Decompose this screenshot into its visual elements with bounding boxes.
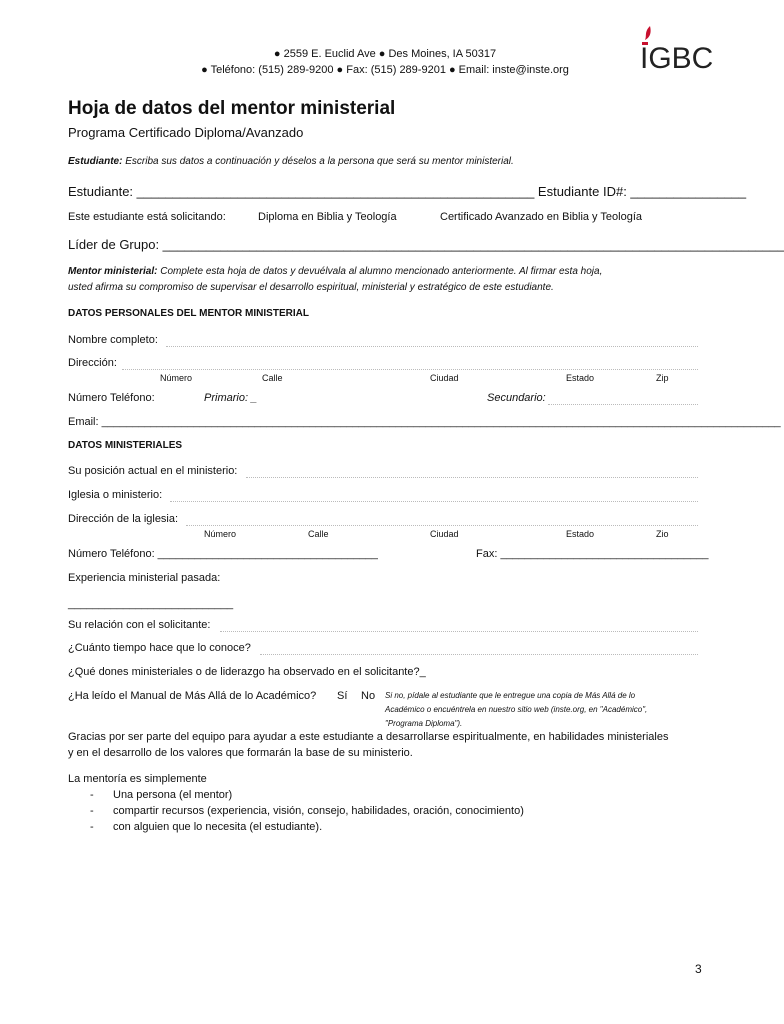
church-input[interactable] (170, 501, 698, 502)
option-certificado[interactable]: Certificado Avanzado en Biblia y Teología (440, 211, 643, 223)
section-personal: DATOS PERSONALES DEL MENTOR MINISTERIAL (68, 308, 309, 319)
addr-numero: Número (160, 373, 193, 383)
mentor-note-label: Mentor ministerial: (68, 266, 158, 277)
manual-note-line2: Académico o encuéntrela en nuestro sitio web (inste.org, en "Académico", (385, 705, 648, 714)
manual-note-line1: Si no, pídale al estudiante que le entregue una copia de Más Allá de lo (385, 691, 636, 700)
page-title: Hoja de datos del mentor ministerial (68, 98, 396, 119)
manual-note-line3: "Programa Diploma"). (385, 719, 463, 728)
phone-label: Número Teléfono: (68, 392, 155, 404)
full-name-label: Nombre completo: (68, 334, 158, 346)
mentoring-bullet: - (90, 805, 94, 817)
primary-phone-field[interactable]: Primario: _ (204, 392, 258, 404)
flame-icon (638, 24, 718, 74)
mentor-note (68, 266, 602, 277)
igbc-logo (638, 24, 718, 74)
relation-input[interactable] (220, 631, 698, 632)
position-label: Su posición actual en el ministerio: (68, 465, 238, 477)
option-diploma[interactable]: Diploma en Biblia y Teología (258, 211, 397, 223)
how-long-input[interactable] (260, 654, 698, 655)
secondary-phone-field[interactable]: Secundario: (487, 392, 546, 404)
church-addr-numero: Número (204, 529, 237, 539)
church-addr-estado: Estado (566, 529, 595, 539)
address-label: Dirección: (68, 357, 117, 369)
addr-zip: Zip (656, 373, 669, 383)
how-long-label: ¿Cuánto tiempo hace que lo conoce? (68, 642, 251, 654)
gifts-field[interactable]: ¿Qué dones ministeriales o de liderazgo ha observado en el solicitante?_ (68, 666, 426, 678)
header-address: ● 2559 E. Euclid Ave ● Des Moines, IA 50317 (273, 48, 497, 60)
experience-label: Experiencia ministerial pasada: (68, 572, 221, 584)
address-input[interactable] (122, 369, 698, 370)
church-addr-zip: Zio (656, 529, 669, 539)
church-addr-calle: Calle (308, 529, 329, 539)
mentoring-item: compartir recursos (experiencia, visión, consejo, habilidades, oración, conocimiento) (113, 805, 524, 817)
header-contact: ● Teléfono: (515) 289-9200 ● Fax: (515) 289-9201 ● Email: inste@inste.org (201, 64, 569, 76)
requesting-label: Este estudiante está solicitando: (68, 211, 226, 223)
manual-label: ¿Ha leído el Manual de Más Allá de lo Académico? (68, 690, 317, 702)
thanks-line2: y en el desarrollo de los valores que formarán la base de su ministerio. (68, 747, 413, 759)
section-ministerial: DATOS MINISTERIALES (68, 440, 183, 451)
addr-estado: Estado (566, 373, 595, 383)
mentoring-item: Una persona (el mentor) (113, 789, 233, 801)
position-input[interactable] (246, 477, 698, 478)
secondary-phone-input[interactable] (548, 404, 698, 405)
addr-calle: Calle (262, 373, 283, 383)
mentoring-item: con alguien que lo necesita (el estudiante). (113, 821, 323, 833)
group-leader-field[interactable]: Líder de Grupo: ______________________________________________________________________________________ (68, 237, 784, 252)
church-label: Iglesia o ministerio: (68, 489, 163, 501)
church-phone-field[interactable]: Número Teléfono: ____________________________________ (68, 548, 378, 560)
student-note-label: Estudiante: (68, 156, 123, 167)
student-note (68, 156, 514, 167)
page-number: 3 (695, 962, 702, 976)
manual-yes-option[interactable]: Sí (337, 690, 348, 702)
full-name-input[interactable] (166, 346, 698, 347)
page-subtitle: Programa Certificado Diploma/Avanzado (68, 125, 304, 140)
church-address-input[interactable] (186, 525, 698, 526)
manual-no-option[interactable]: No (361, 690, 376, 702)
student-field[interactable]: Estudiante: _______________________________________________________ Estudiante ID#: ________________ (68, 184, 747, 199)
church-fax-field[interactable]: Fax: __________________________________ (476, 548, 709, 560)
mentor-note-line1: Complete esta hoja de datos y devuélvala al alumno mencionado anteriormente. Al firmar esta hoja, (157, 266, 603, 277)
relation-label: Su relación con el solicitante: (68, 619, 211, 631)
addr-ciudad: Ciudad (430, 373, 459, 383)
student-note-text: Escriba sus datos a continuación y déselos a la persona que será su mentor ministerial. (122, 156, 514, 167)
logo-text: IGBC (640, 42, 714, 75)
thanks-line1: Gracias por ser parte del equipo para ayudar a este estudiante a desarrollarse espiritualmente, en habilidades ministeriales (68, 731, 669, 743)
mentoring-intro: La mentoría es simplemente (68, 773, 207, 785)
email-field[interactable]: Email: _______________________________________________________________________________________________________________ (68, 416, 781, 428)
mentoring-bullet: - (90, 789, 94, 801)
church-addr-ciudad: Ciudad (430, 529, 459, 539)
experience-field[interactable]: ___________________________ (68, 598, 234, 610)
mentor-note-line2: usted afirma su compromiso de supervisar el desarrollo espiritual, ministerial y estratégico de este estudiante. (68, 282, 554, 293)
mentoring-bullet: - (90, 821, 94, 833)
church-address-label: Dirección de la iglesia: (68, 513, 179, 525)
